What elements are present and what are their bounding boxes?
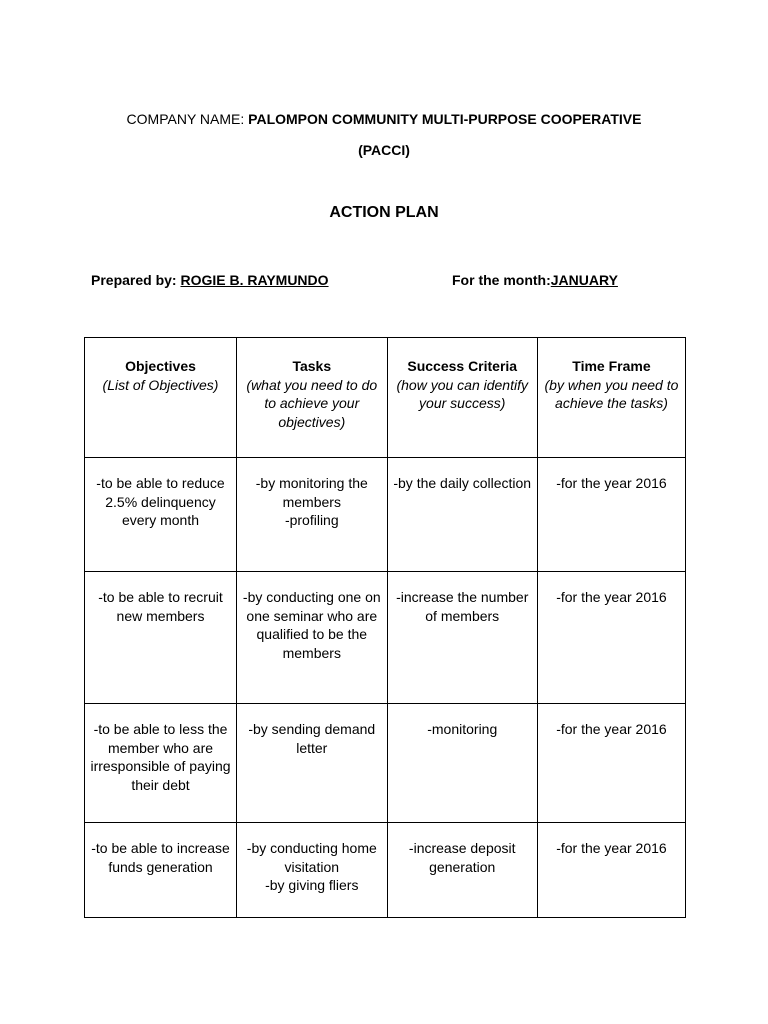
- table-row: [85, 704, 686, 823]
- objective-text: -to be able to reduce 2.5% delinquency every month: [96, 475, 225, 528]
- task-text: -by sending demand letter: [248, 721, 376, 756]
- table-header-row: [85, 338, 686, 458]
- header-success-criteria: [387, 338, 537, 458]
- criteria-text: -increase deposit generation: [408, 840, 516, 875]
- action-plan-table: [84, 337, 686, 918]
- header-title: Success Criteria: [407, 358, 518, 374]
- task-text: -profiling: [284, 512, 339, 528]
- objective-text: -to be able to increase funds generation: [91, 840, 230, 875]
- task-cell: [237, 823, 388, 918]
- criteria-cell: [387, 572, 537, 704]
- criteria-text: -monitoring: [427, 721, 498, 737]
- timeframe-cell: [537, 572, 685, 704]
- header-subtitle: (by when you need to achieve the tasks): [544, 376, 679, 411]
- page-title: ACTION PLAN: [329, 204, 439, 221]
- month-value: JANUARY: [550, 272, 618, 288]
- header-tasks: [237, 338, 388, 458]
- objective-text: -to be able to less the member who are irresponsible of paying their debt: [90, 721, 231, 793]
- timeframe-cell: [537, 458, 685, 572]
- task-cell: [237, 704, 388, 823]
- header-title: Time Frame: [572, 358, 651, 374]
- company-abbrev: (PACCI): [358, 142, 410, 158]
- criteria-cell: [387, 823, 537, 918]
- objective-cell: [85, 572, 237, 704]
- prepared-by-name: ROGIE B. RAYMUNDO: [180, 272, 329, 288]
- header-objectives: [85, 338, 237, 458]
- header-time-frame: [537, 338, 685, 458]
- company-line: [0, 111, 768, 127]
- table-row: [85, 572, 686, 704]
- header-title: Objectives: [125, 358, 196, 374]
- header-subtitle: (what you need to do to achieve your objectives): [246, 376, 378, 430]
- criteria-text: -by the daily collection: [393, 475, 532, 491]
- month-field: [452, 272, 618, 288]
- objective-text: -to be able to recruit new members: [98, 589, 223, 624]
- table-row: [85, 823, 686, 918]
- timeframe-text: -for the year 2016: [556, 475, 667, 491]
- prepared-by: [91, 272, 329, 288]
- criteria-cell: [387, 704, 537, 823]
- objective-cell: [85, 823, 237, 918]
- task-text: -by monitoring the members: [255, 475, 368, 510]
- objective-cell: [85, 458, 237, 572]
- task-cell: [237, 572, 388, 704]
- task-cell: [237, 458, 388, 572]
- task-text: -by conducting one on one seminar who are qualified to be the members: [242, 589, 381, 661]
- month-label: For the month:: [452, 272, 551, 288]
- timeframe-text: -for the year 2016: [556, 589, 667, 605]
- timeframe-text: -for the year 2016: [556, 840, 667, 856]
- timeframe-text: -for the year 2016: [556, 721, 667, 737]
- company-label: COMPANY NAME:: [126, 111, 245, 127]
- table-row: [85, 458, 686, 572]
- timeframe-cell: [537, 823, 685, 918]
- header-subtitle: (how you can identify your success): [396, 376, 528, 411]
- objective-cell: [85, 704, 237, 823]
- timeframe-cell: [537, 704, 685, 823]
- company-name: PALOMPON COMMUNITY MULTI-PURPOSE COOPERATIVE: [248, 111, 642, 127]
- task-text: -by giving fliers: [265, 877, 359, 893]
- criteria-cell: [387, 458, 537, 572]
- header-title: Tasks: [292, 358, 332, 374]
- prepared-by-label: Prepared by:: [91, 272, 177, 288]
- criteria-text: -increase the number of members: [396, 589, 529, 624]
- header-subtitle: (List of Objectives): [102, 376, 219, 393]
- task-text: -by conducting home visitation: [246, 840, 377, 875]
